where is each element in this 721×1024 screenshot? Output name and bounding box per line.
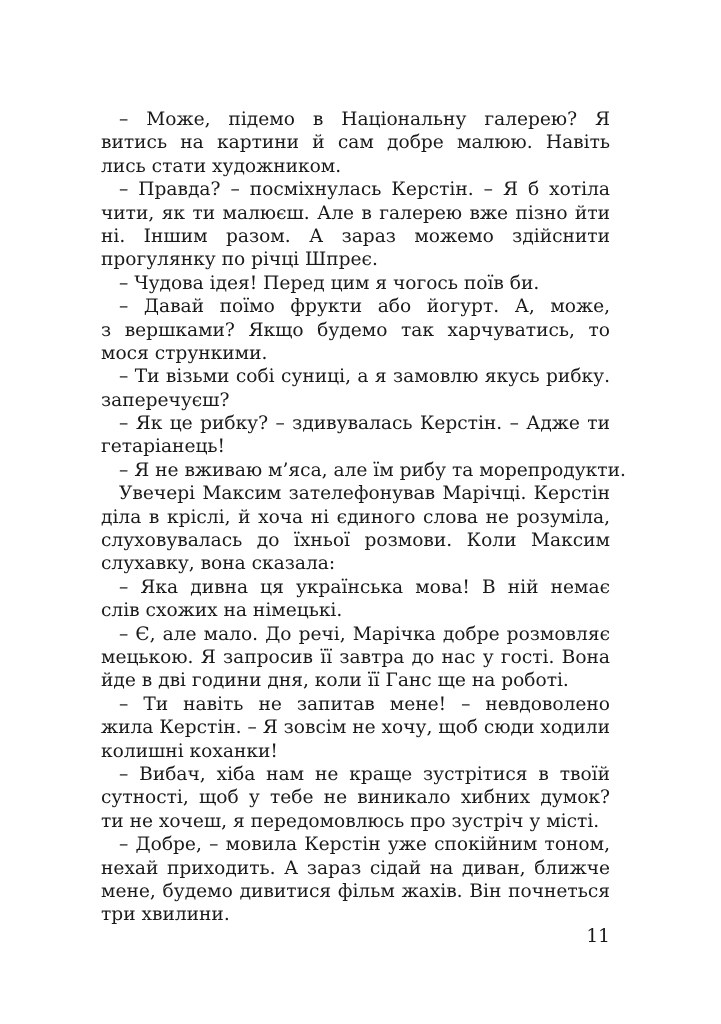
text-line: мося стрункими. [101, 342, 268, 364]
text-line: – Є, але мало. До речі, Марічка добре розмовляє [119, 623, 610, 645]
text-line: – Правда? – посміхнулась Керстін. – Я б хотіла [119, 179, 610, 201]
text-line: – Ти візьми собі суниці, а я замовлю якусь рибку. [119, 366, 610, 388]
text-line: – Може, підемо в Національну галерею? Я [119, 109, 610, 130]
text-line: мене, будемо дивитися фільм жахів. Він почнеться [101, 880, 610, 902]
text-line: сутності, щоб у тебе не виникало хибних думок? [101, 787, 610, 809]
text-line: ні. Іншим разом. А зараз можемо здійснити [101, 225, 610, 247]
text-line: – Я не вживаю м’яса, але їм рибу та морепродукти. [119, 459, 626, 481]
text-line: – Вибач, хіба нам не краще зустрітися в твоїй [119, 763, 610, 785]
text-line: нехай приходить. А зараз сідай на диван, ближче [101, 857, 610, 879]
text-line: лись стати художником. [101, 155, 342, 177]
text-line: слуховувалась до їхньої розмови. Коли Максим [101, 530, 610, 552]
text-line: – Добре, – мовила Керстін уже спокійним тоном, [119, 834, 610, 856]
text-line: Увечері Максим зателефонував Марічці. Керстін [119, 483, 610, 505]
text-line: колишні коханки! [101, 740, 278, 762]
body-text [101, 108, 626, 927]
text-line: жила Керстін. – Я зовсім не хочу, щоб сюди ходили [101, 717, 610, 739]
text-line: слів схожих на німецькі. [101, 600, 343, 622]
text-line: йде в дві години дня, коли її Ганс ще на роботі. [101, 670, 569, 692]
text-line: заперечуєш? [101, 389, 230, 411]
text-line: – Як це рибку? – здивувалась Керстін. – Адже ти [119, 413, 610, 435]
page-number: 11 [586, 926, 610, 947]
text-line: витись на картини й сам добре малюю. Навіть [101, 132, 610, 154]
text-line: слухавку, вона сказала: [101, 553, 336, 575]
text-line: з вершками? Якщо будемо так харчуватись, то [101, 319, 610, 341]
text-line: – Ти навіть не запитав мене! – невдоволено [119, 693, 610, 715]
text-line: мецькою. Я запросив її завтра до нас у гості. Вона [101, 646, 610, 668]
text-line: ти не хочеш, я передомовлюсь про зустріч у місті. [101, 810, 600, 832]
text-line: – Чудова ідея! Перед цим я чогось поїв би. [119, 272, 540, 294]
text-line: – Давай поїмо фрукти або йогурт. А, може, [119, 296, 610, 318]
text-line: – Яка дивна ця українська мова! В ній немає [119, 576, 610, 598]
text-line: прогулянку по річці Шпреє. [101, 249, 378, 271]
text-line: чити, як ти малюєш. Але в галерею вже пізно йти [101, 202, 610, 224]
text-line: три хвилини. [101, 904, 230, 926]
text-line: діла в кріслі, й хоча ні єдиного слова не розуміла, [101, 506, 610, 528]
text-line: гетаріанець! [101, 436, 226, 458]
